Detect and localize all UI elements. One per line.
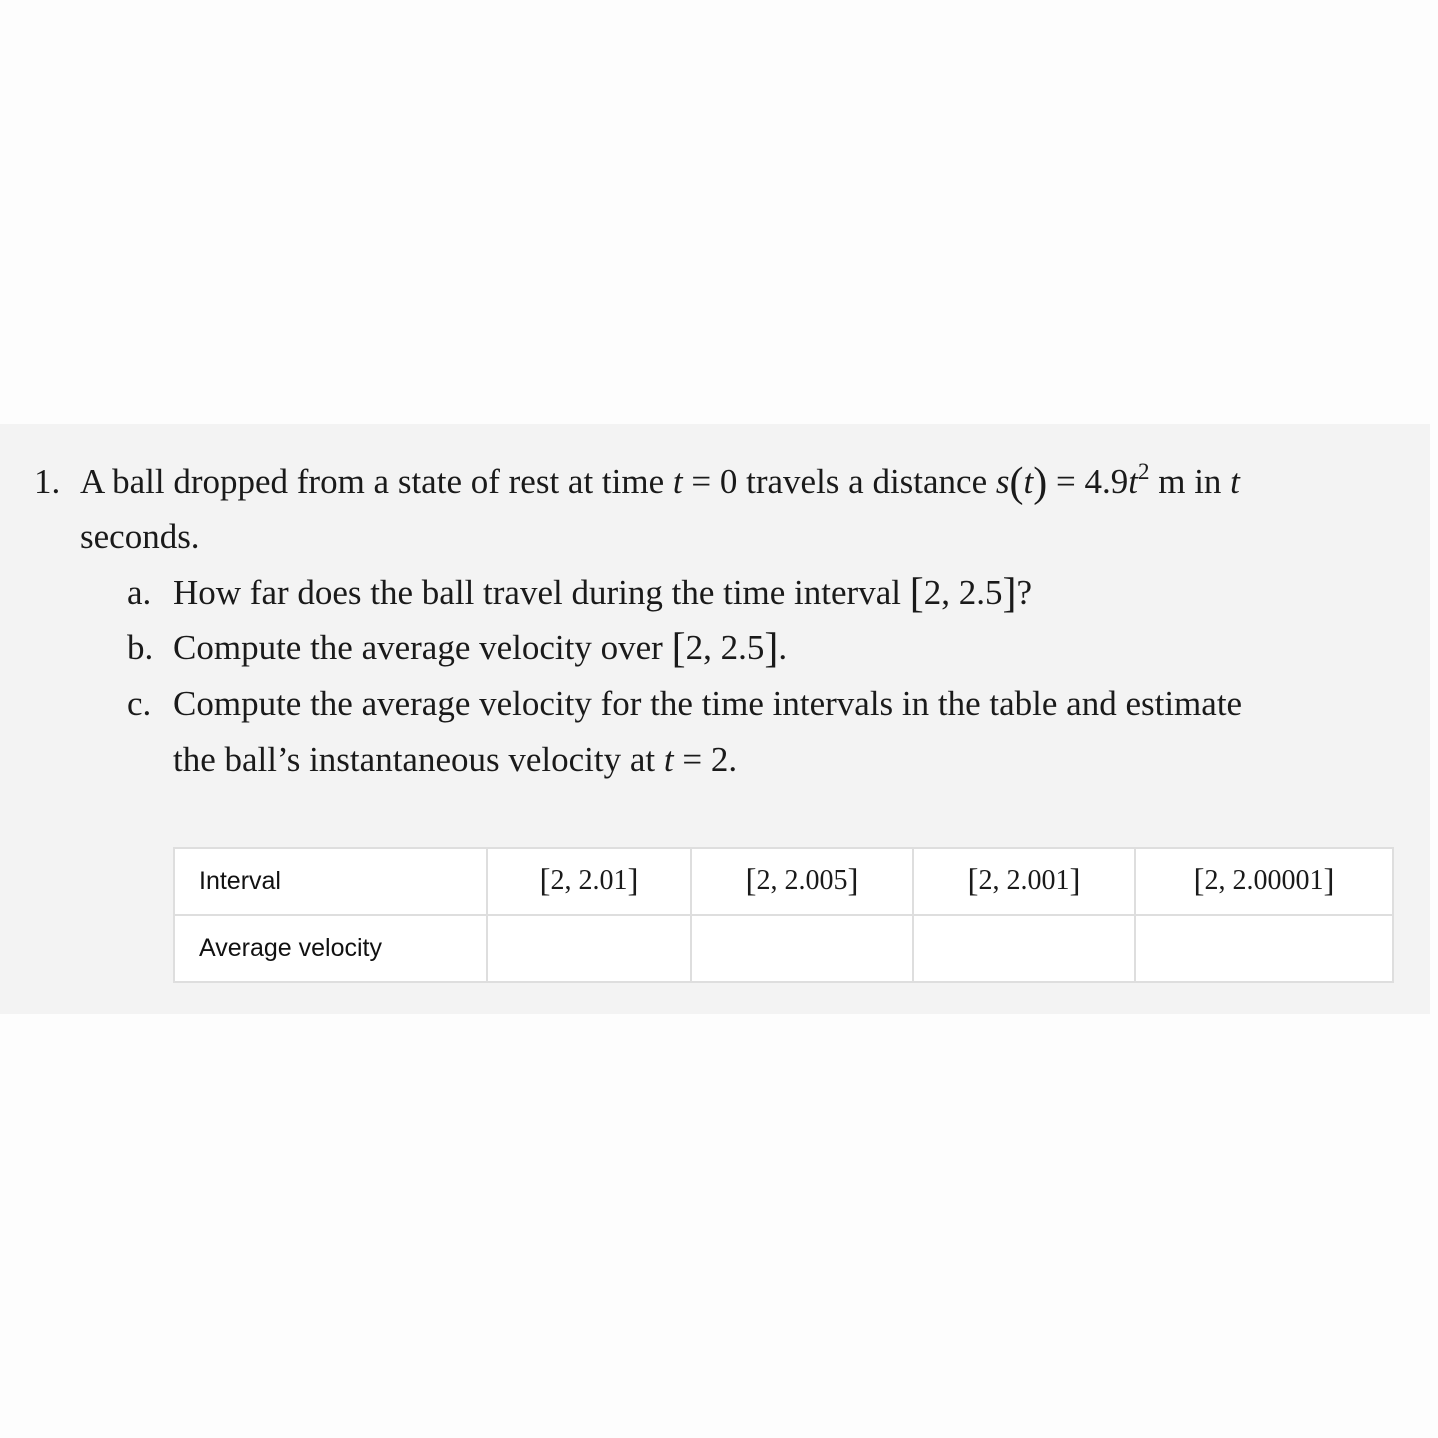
row-header-average-velocity: Average velocity [174,915,487,982]
var-t: t [1023,462,1034,501]
part-a-interval: 2, 2.5 [923,573,1003,612]
bracket-close: ] [764,626,779,672]
paren-close: ) [1033,460,1048,506]
bracket-open: [ [745,863,757,899]
stem-text-2: = 0 travels a distance [682,462,996,501]
interval-cell [691,848,913,915]
velocity-cell [691,915,913,982]
problem-stem-line-2 [80,517,200,557]
interval-value: 2, 2.00001 [1204,865,1324,896]
bracket-close: ] [627,863,639,899]
exponent: 2 [1137,459,1150,484]
part-a-label-text: a. [127,573,152,612]
part-b-interval: 2, 2.5 [685,628,765,667]
part-b-text [173,626,788,672]
bracket-open: [ [671,626,686,672]
bracket-close: ] [847,863,859,899]
part-c-line-2 [173,740,737,780]
velocity-cell [913,915,1135,982]
var-t: t [663,740,674,779]
stem-continuation: seconds. [80,517,200,556]
bracket-open: [ [909,571,924,617]
paren-open: ( [1009,460,1024,506]
var-s: s [995,462,1010,501]
row-header-interval: Interval [174,848,487,915]
var-t: t [1128,462,1138,501]
var-t: t [672,462,683,501]
part-a-body: How far does the ball travel during the time interval [173,573,910,612]
stem-text-4: m in [1149,462,1231,501]
interval-cell [1135,848,1393,915]
problem-stem-line-1 [80,459,1240,506]
interval-value: 2, 2.005 [756,865,848,896]
part-a-end: ? [1016,573,1033,612]
bracket-close: ] [1069,863,1081,899]
problem-number-text: 1. [34,462,61,501]
table-row [174,848,1393,915]
part-c-body: Compute the average velocity for the time intervals in the table and estimate [173,684,1243,723]
interval-value: 2, 2.001 [978,865,1070,896]
part-b-label [127,628,153,668]
interval-cell [487,848,691,915]
bracket-close: ] [1002,571,1017,617]
problem-number [34,462,60,502]
velocity-table [173,847,1394,983]
part-a-text [173,571,1033,617]
velocity-cell [1135,915,1393,982]
part-c-end: = 2. [673,740,738,779]
stem-text-3: = 4.9 [1047,462,1129,501]
table-row [174,915,1393,982]
bracket-close: ] [1323,863,1335,899]
bracket-open: [ [967,863,979,899]
part-c-line-1 [173,684,1242,724]
interval-cell [913,848,1135,915]
part-a-label [127,573,151,613]
stem-text-1: A ball dropped from a state of rest at time [80,462,673,501]
bracket-open: [ [1193,863,1205,899]
bracket-open: [ [539,863,551,899]
part-b-label-text: b. [127,628,154,667]
part-c-label [127,684,151,724]
interval-value: 2, 2.01 [550,865,628,896]
part-c-label-text: c. [127,684,152,723]
velocity-cell [487,915,691,982]
part-b-end: . [778,628,788,667]
var-t: t [1230,462,1240,501]
part-c-body-2: the ball’s instantaneous velocity at [173,740,664,779]
part-b-body: Compute the average velocity over [173,628,672,667]
